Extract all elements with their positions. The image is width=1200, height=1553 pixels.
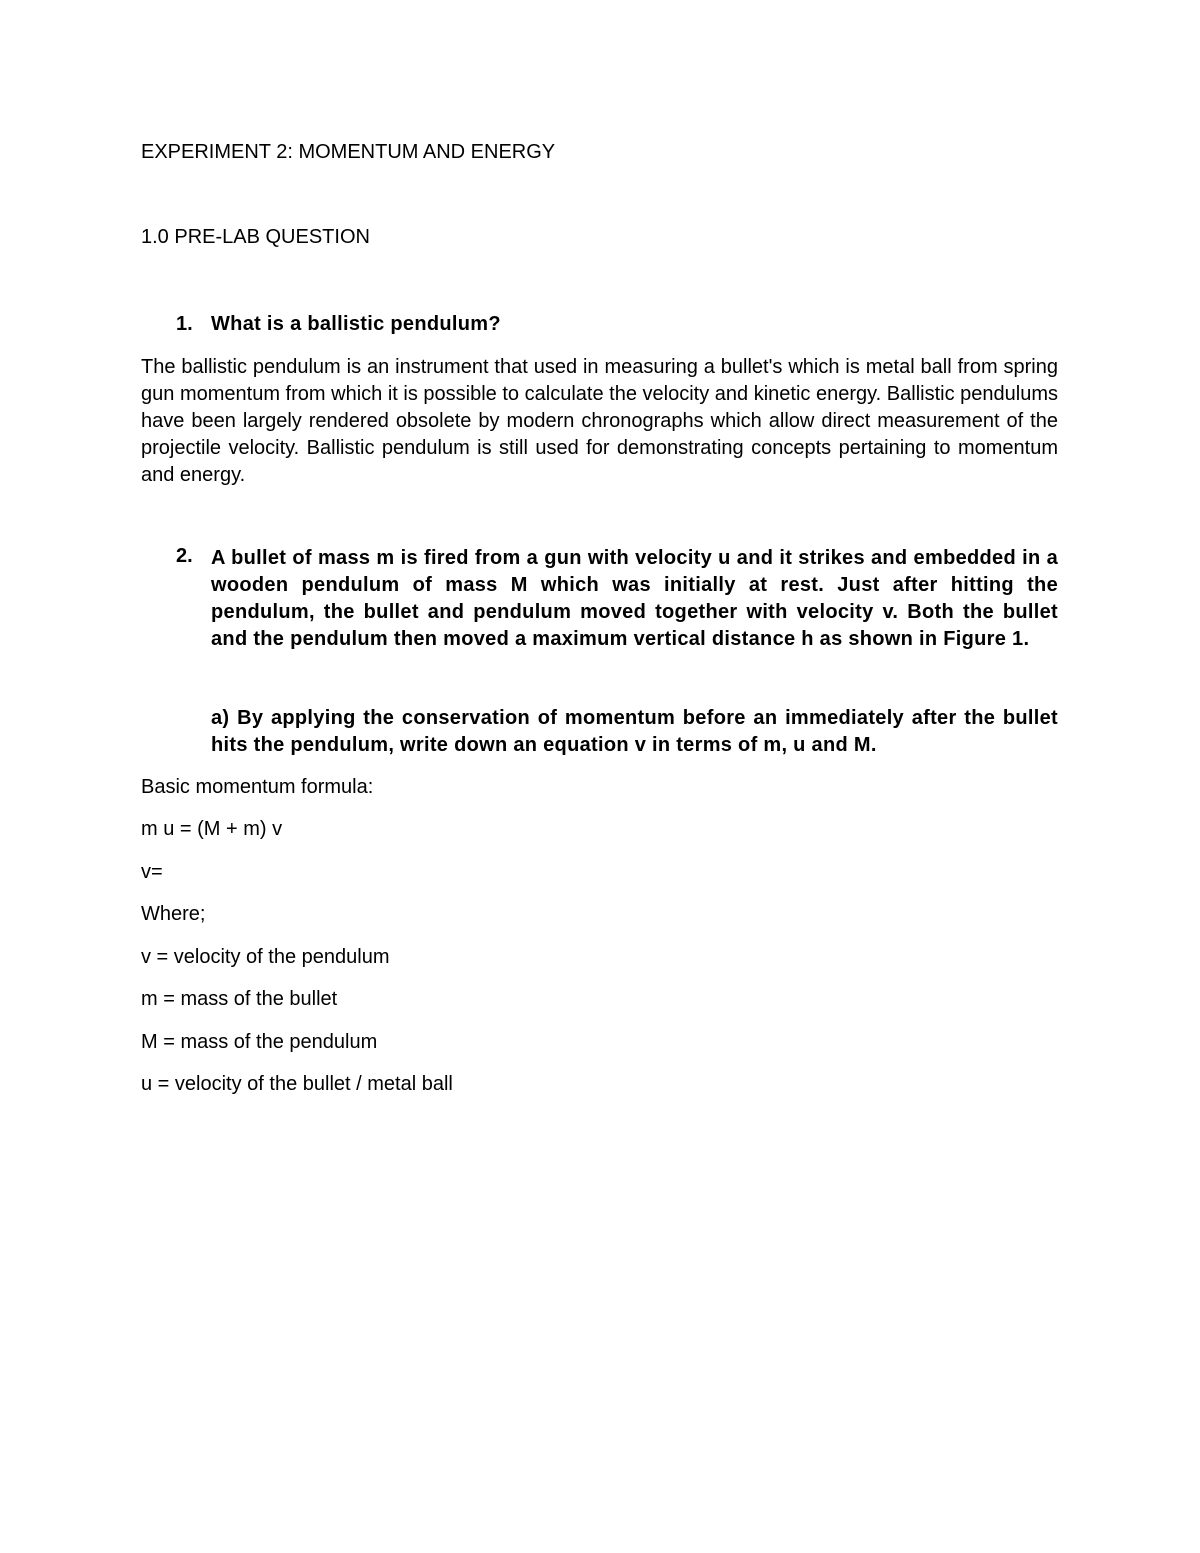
question-1-text: What is a ballistic pendulum? bbox=[211, 313, 501, 335]
question-2-number: 2. bbox=[176, 545, 193, 567]
answer-line: v = velocity of the pendulum bbox=[141, 946, 390, 968]
answer-line: Basic momentum formula: bbox=[141, 776, 374, 798]
section-heading: 1.0 PRE-LAB QUESTION bbox=[141, 226, 370, 248]
document-title: EXPERIMENT 2: MOMENTUM AND ENERGY bbox=[141, 141, 556, 163]
question-2a-text: a) By applying the conservation of momentum before an immediately after the bullet hits the pendulum, write down an equation v in terms of m, u and M. bbox=[211, 707, 1058, 756]
answer-line: m u = (M + m) v bbox=[141, 818, 283, 840]
answer-line: u = velocity of the bullet / metal ball bbox=[141, 1073, 453, 1095]
question-1-number: 1. bbox=[176, 313, 193, 335]
answer-line: m = mass of the bullet bbox=[141, 988, 338, 1010]
question-1 bbox=[176, 313, 501, 336]
question-1-answer: The ballistic pendulum is an instrument that used in measuring a bullet's which is metal ball from spring gun momentum from which it is possible to calculate the velocity and kinetic energy. Ballistic pendulums have been largely rendered obsolete by modern chronographs which allow direct measurement of the projectile velocity. Ballistic pendulum is still used for demonstrating concepts pertaining to momentum and energy. bbox=[141, 356, 1058, 486]
question-2-text: A bullet of mass m is fired from a gun with velocity u and it strikes and embedded in a wooden pendulum of mass M which was initially at rest. Just after hitting the pendulum, the bullet and pendulum moved together with velocity v. Both the bullet and the pendulum then moved a maximum vertical distance h as shown in Figure 1. bbox=[211, 547, 1058, 650]
answer-line: v= bbox=[141, 861, 163, 883]
answer-line: M = mass of the pendulum bbox=[141, 1031, 378, 1053]
answer-line: Where; bbox=[141, 903, 206, 925]
